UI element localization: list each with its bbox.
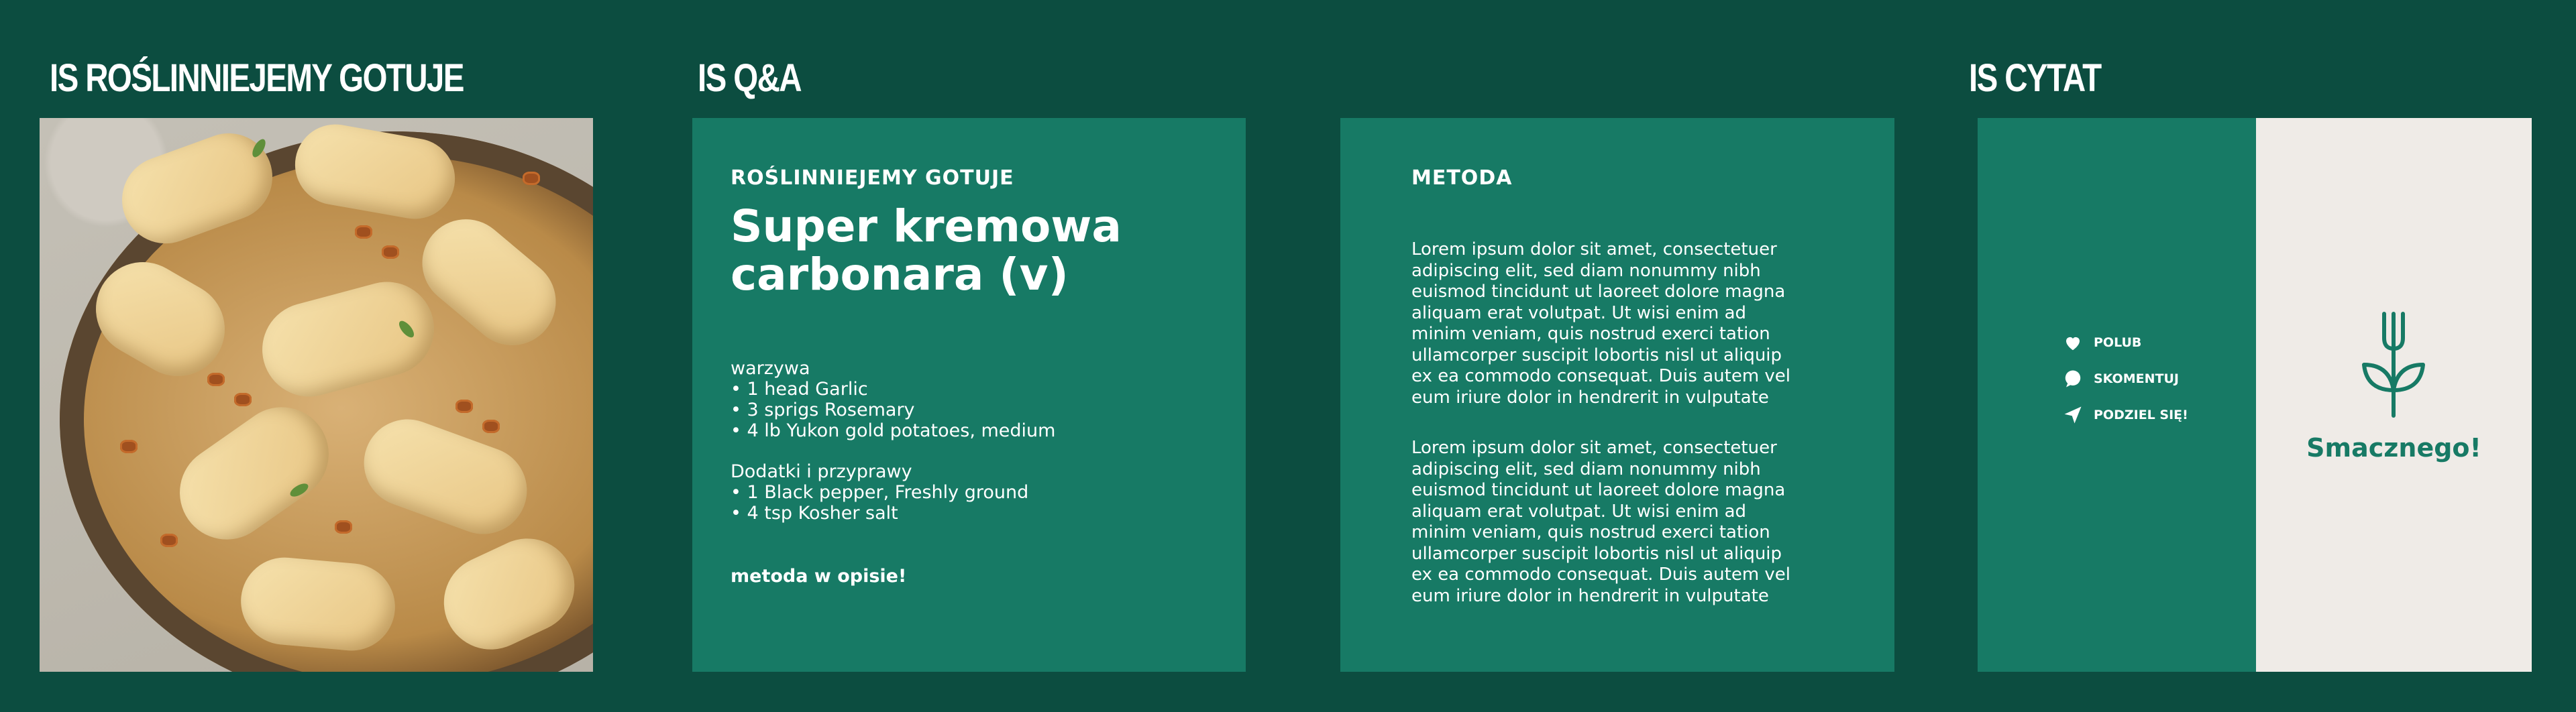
method-label: METODA xyxy=(1411,166,1513,190)
recipe-card xyxy=(692,118,1246,672)
quote-closing-panel xyxy=(2256,118,2532,672)
recipe-title-line: Super kremowa xyxy=(731,200,1122,252)
comment-action[interactable] xyxy=(2063,361,2188,397)
ingredient-item: • 1 head Garlic xyxy=(731,379,868,400)
comment-icon xyxy=(2063,369,2083,389)
like-action[interactable] xyxy=(2063,324,2188,361)
method-line: Lorem ipsum dolor sit amet, consectetuer xyxy=(1411,239,1777,259)
share-action[interactable] xyxy=(2063,397,2188,433)
recipe-title-line: carbonara (v) xyxy=(731,249,1069,300)
method-line: ex ea commodo consequat. Duis autem vel xyxy=(1411,565,1791,585)
section-title-cytat: IS CYTAT xyxy=(1969,56,2101,100)
share-icon xyxy=(2063,405,2083,425)
method-line: aliquam erat volutpat. Ut wisi enim ad xyxy=(1411,501,1747,522)
walnut-piece xyxy=(335,520,352,534)
ingredient-group-seasoning xyxy=(731,461,1028,524)
method-card xyxy=(1340,118,1894,672)
walnut-piece xyxy=(355,225,372,239)
method-line: adipiscing elit, sed diam nonummy nibh xyxy=(1411,459,1761,479)
method-paragraph xyxy=(1411,239,1841,408)
method-paragraph xyxy=(1411,438,1841,607)
social-actions xyxy=(2063,324,2188,433)
method-in-description-cta: metoda w opisie! xyxy=(731,566,907,587)
walnut-piece xyxy=(482,420,500,433)
walnut-piece xyxy=(382,245,399,259)
ingredient-item: • 4 tsp Kosher salt xyxy=(731,503,898,524)
closing-text: Smacznego! xyxy=(2306,433,2481,463)
section-title-qa: IS Q&A xyxy=(698,56,802,100)
share-label: PODZIEL SIĘ! xyxy=(2094,408,2188,422)
method-line: ullamcorper suscipit lobortis nisl ut aliquip xyxy=(1411,345,1782,365)
recipe-title xyxy=(731,202,1122,299)
ingredient-group-title: Dodatki i przyprawy xyxy=(731,461,912,482)
section-title-gotuje: IS ROŚLINNIEJEMY GOTUJE xyxy=(50,56,464,100)
walnut-piece xyxy=(120,440,138,453)
ingredient-item: • 4 lb Yukon gold potatoes, medium xyxy=(731,420,1056,441)
ingredient-item: • 3 sprigs Rosemary xyxy=(731,400,915,420)
recipe-label: ROŚLINNIEJEMY GOTUJE xyxy=(731,166,1014,190)
method-line: minim veniam, quis nostrud exerci tation xyxy=(1411,522,1770,542)
walnut-piece xyxy=(234,393,252,406)
ingredient-item: • 1 Black pepper, Freshly ground xyxy=(731,482,1029,503)
method-line: euismod tincidunt ut laoreet dolore magna xyxy=(1411,282,1786,302)
method-line: eum iriure dolor in hendrerit in vulputate xyxy=(1411,585,1769,606)
method-line: aliquam erat volutpat. Ut wisi enim ad xyxy=(1411,302,1747,323)
quote-actions-panel xyxy=(1978,118,2256,672)
comment-label: SKOMENTUJ xyxy=(2094,371,2179,386)
walnut-piece xyxy=(160,534,178,547)
walnut-piece xyxy=(523,172,540,185)
heart-icon xyxy=(2063,333,2083,353)
ingredient-group-vegetables xyxy=(731,358,1055,441)
method-line: eum iriure dolor in hendrerit in vulputate xyxy=(1411,387,1769,408)
food-photo xyxy=(40,118,593,672)
method-line: adipiscing elit, sed diam nonummy nibh xyxy=(1411,260,1761,281)
method-line: ex ea commodo consequat. Duis autem vel xyxy=(1411,366,1791,386)
walnut-piece xyxy=(455,400,473,413)
like-label: POLUB xyxy=(2094,335,2142,350)
method-line: minim veniam, quis nostrud exerci tation xyxy=(1411,324,1770,344)
method-line: Lorem ipsum dolor sit amet, consectetuer xyxy=(1411,438,1777,458)
method-line: ullamcorper suscipit lobortis nisl ut aliquip xyxy=(1411,543,1782,564)
ingredient-group-title: warzywa xyxy=(731,358,810,379)
walnut-piece xyxy=(207,373,225,386)
fork-leaf-icon xyxy=(2360,311,2427,418)
method-line: euismod tincidunt ut laoreet dolore magna xyxy=(1411,480,1786,500)
